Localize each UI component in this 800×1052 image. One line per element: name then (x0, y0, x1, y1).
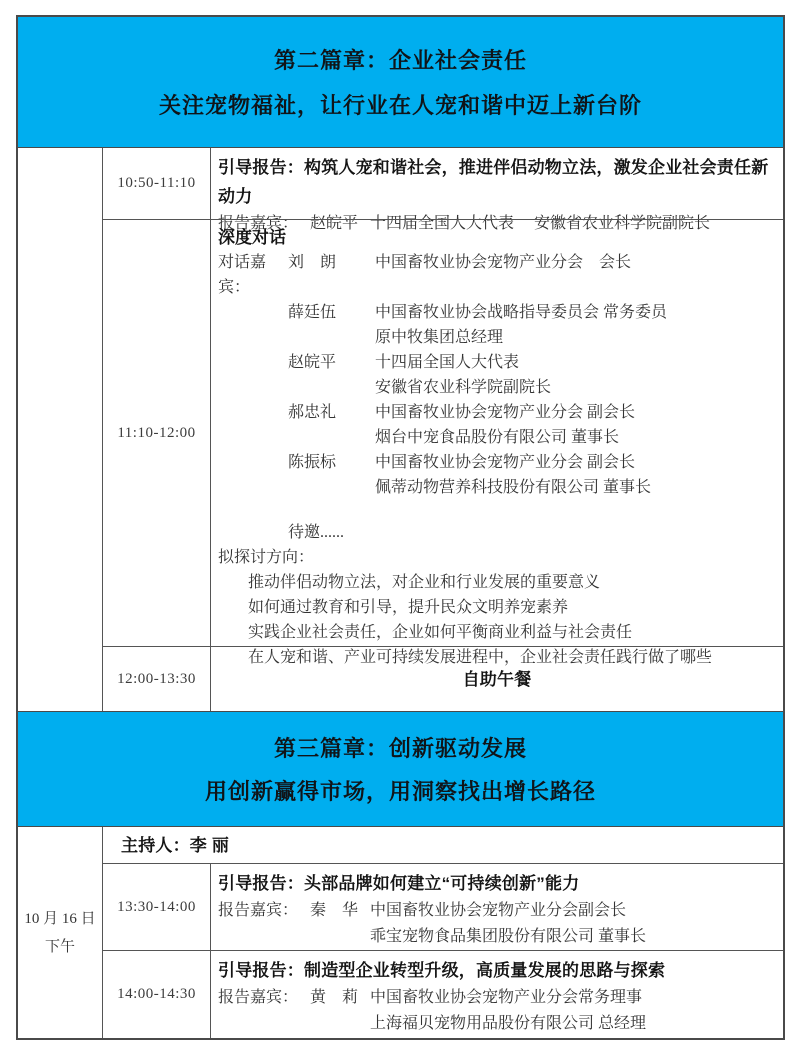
section-banner-chapter2 (18, 17, 783, 147)
dialogue-pending-invite: 待邀...... (288, 524, 345, 541)
session-row-1050 (103, 148, 783, 232)
host-label: 主持人：李 丽 (121, 835, 230, 855)
dialogue-guest-role: 中国畜牧业协会宠物产业分会 会长 (375, 254, 632, 271)
afternoon-period: 下午 (44, 938, 75, 955)
dialogue-guest-role: 佩蒂动物营养科技股份有限公司 董事长 (375, 479, 652, 496)
session-1050-title: 引导报告：构筑人宠和谐社会，推进伴侣动物立法，激发企业社会责任新动力 (218, 158, 769, 206)
dialogue-guest-row (218, 400, 779, 425)
dialogue-guest-role: 原中牧集团总经理 (375, 329, 504, 346)
dialogue-guest-role: 中国畜牧业协会宠物产业分会 副会长 (375, 404, 636, 421)
session-1330-time: 13:30-14:00 (103, 864, 211, 950)
dialogue-guest-name: 郝忠礼 (288, 404, 337, 421)
dialogue-guest-row (218, 325, 779, 350)
dialogue-guest-row (218, 250, 779, 300)
dialogue-direction-item: 在人宠和谐、产业可持续发展进程中，企业社会责任践行做了哪些 (248, 649, 713, 666)
dialogue-guest-name: 刘 朗 (288, 254, 337, 271)
dialogue-guest-label: 对话嘉宾： (218, 254, 267, 296)
chapter2-title: 第二篇章：企业社会责任 (273, 48, 527, 73)
session-1050-guest-roles: 十四届全国人大代表 安徽省农业科学院副院长 (370, 215, 711, 232)
chapter3-subtitle: 用创新赢得市场，用洞察找出增长路径 (204, 779, 596, 804)
host-row (103, 827, 783, 863)
session-1050-time: 10:50-11:10 (103, 148, 211, 219)
session-1330-guest-role: 中国畜牧业协会宠物产业分会副会长 (370, 902, 627, 919)
session-1400-guest-role: 中国畜牧业协会宠物产业分会常务理事 (370, 989, 643, 1006)
dialogue-heading: 深度对话 (218, 228, 286, 247)
dialogue-directions-label: 拟探讨方向： (218, 549, 315, 566)
dialogue-direction-item: 如何通过教育和引导，提升民众文明养宠素养 (248, 599, 569, 616)
session-1330-guest-role2: 乖宝宠物食品集团股份有限公司 董事长 (370, 928, 647, 945)
afternoon-schedule-section (18, 826, 783, 1038)
dialogue-guest-role: 中国畜牧业协会战略指导委员会 常务委员 (375, 304, 668, 321)
morning-schedule-section (18, 147, 783, 711)
chapter2-subtitle: 关注宠物福祉，让行业在人宠和谐中迈上新台阶 (158, 93, 642, 118)
lunch-time: 12:00-13:30 (103, 647, 211, 711)
dialogue-guest-role: 十四届全国人大代表 (375, 354, 520, 371)
dialogue-time: 11:10-12:00 (103, 220, 211, 646)
session-1330-guest-label: 报告嘉宾： (218, 902, 299, 919)
session-1330-guest-name: 秦 华 (310, 902, 359, 919)
session-1050-guest-label: 报告嘉宾： (218, 215, 299, 232)
dialogue-guest-role: 安徽省农业科学院副院长 (375, 379, 552, 396)
session-1400-guest-label: 报告嘉宾： (218, 989, 299, 1006)
dialogue-direction-item: 实践企业社会责任，企业如何平衡商业利益与社会责任 (248, 624, 633, 641)
session-1400-time: 14:00-14:30 (103, 951, 211, 1038)
chapter3-title: 第三篇章：创新驱动发展 (273, 736, 527, 761)
dialogue-guest-name: 薛廷伍 (288, 304, 337, 321)
session-row-1400 (103, 950, 783, 1038)
session-1400-title: 引导报告：制造型企业转型升级，高质量发展的思路与探索 (218, 961, 666, 980)
dialogue-guest-row (218, 350, 779, 375)
dialogue-guest-row (218, 475, 779, 500)
session-row-1330 (103, 863, 783, 950)
dialogue-guest-row (218, 425, 779, 450)
afternoon-date-cell (18, 827, 103, 1038)
section-banner-chapter3 (18, 711, 783, 826)
dialogue-guest-name: 陈振标 (288, 454, 337, 471)
agenda-document (16, 15, 785, 1040)
dialogue-guest-role: 烟台中宠食品股份有限公司 董事长 (375, 429, 620, 446)
dialogue-direction-item: 推动伴侣动物立法，对企业和行业发展的重要意义 (248, 574, 601, 591)
lunch-row (103, 646, 783, 711)
session-1400-guest-name: 黄 莉 (310, 989, 359, 1006)
dialogue-guest-row (218, 375, 779, 400)
dialogue-guest-row (218, 450, 779, 475)
afternoon-date: 10 月 16 日 (24, 910, 96, 927)
lunch-label: 自助午餐 (462, 669, 532, 689)
dialogue-guest-row (218, 300, 779, 325)
session-row-1110-dialogue (103, 219, 783, 666)
morning-date-cell (18, 148, 103, 711)
session-1330-title: 引导报告：头部品牌如何建立“可持续创新”能力 (218, 874, 580, 893)
session-1050-guest-name: 赵皖平 (310, 215, 359, 232)
session-1400-guest-role2: 上海福贝宠物用品股份有限公司 总经理 (370, 1015, 647, 1032)
dialogue-guest-name: 赵皖平 (288, 354, 337, 371)
dialogue-guest-role: 中国畜牧业协会宠物产业分会 副会长 (375, 454, 636, 471)
